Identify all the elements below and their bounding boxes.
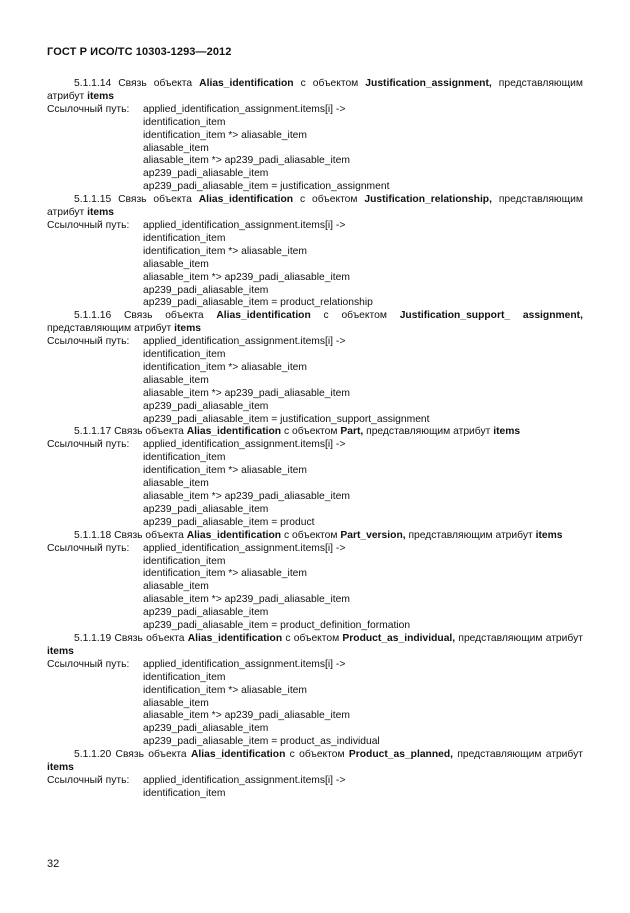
reference-path-lines [143,104,583,194]
reference-path-label: Ссылочный путь: [47,658,130,670]
section-heading [47,749,583,775]
attribute-name: items [47,762,74,774]
path-line: applied_identification_assignment.items[i] -> [143,219,346,231]
reference-path-block [47,543,583,633]
section-number: 5.1.1.17 [74,426,112,438]
path-line: applied_identification_assignment.items[i] -> [143,439,346,451]
path-line: identification_item [143,116,226,128]
section-heading [47,633,583,659]
page-number: 32 [47,858,60,870]
section-prefix: Связь объекта [114,426,184,438]
path-line: identification_item [143,232,226,244]
reference-path-lines [143,659,583,749]
section-prefix: Связь объекта [115,749,187,761]
target-entity: Part_version, [340,529,406,541]
section-number: 5.1.1.20 [74,749,112,761]
attribute-name: items [493,426,521,438]
section-number: 5.1.1.14 [74,78,112,89]
source-entity: Alias_identification [186,426,282,438]
attribute-name: items [535,529,563,541]
reference-path-block [47,104,583,194]
section-connector: с объектом [285,632,340,644]
path-line: applied_identification_assignment.items[i] -> [143,542,346,554]
path-line: identification_item [143,671,226,683]
section-heading [47,530,583,543]
target-entity: Justification_support_ assignment, [399,310,583,322]
path-line: ap239_padi_aliasable_item [143,607,269,619]
section-heading [47,194,583,220]
section-connector: с объектом [283,529,338,541]
source-entity: Alias_identification [216,310,311,322]
path-line: identification_item *> aliasable_item [143,684,307,696]
path-line: aliasable_item [143,142,209,154]
path-line: aliasable_item *> ap239_padi_aliasable_item [143,710,350,722]
path-line: aliasable_item [143,258,209,270]
reference-path-label: Ссылочный путь: [47,439,130,451]
source-entity: Alias_identification [198,194,294,206]
reference-path-lines [143,336,583,426]
reference-path-block [47,336,583,426]
path-line: ap239_padi_aliasable_item [143,400,269,412]
section-prefix: Связь объекта [123,310,204,322]
section-suffix: представляющим атрибут [458,632,583,644]
reference-path-label: Ссылочный путь: [47,774,130,786]
path-line: applied_identification_assignment.items[i] -> [143,774,346,786]
target-entity: Product_as_individual, [342,632,456,644]
path-line: aliasable_item *> ap239_padi_aliasable_item [143,155,350,167]
reference-path-lines [143,543,583,633]
path-line: identification_item *> aliasable_item [143,568,307,580]
reference-path-label: Ссылочный путь: [47,103,130,115]
target-entity: Justification_relationship, [364,194,492,206]
path-line: ap239_padi_aliasable_item = justification_support_assignment [143,413,430,425]
path-line: ap239_padi_aliasable_item = product [143,516,315,528]
path-line: aliasable_item *> ap239_padi_aliasable_item [143,271,350,283]
path-line: identification_item [143,452,226,464]
path-line: identification_item *> aliasable_item [143,465,307,477]
section-connector: с объектом [289,749,345,761]
page-header: ГОСТ Р ИСО/ТС 10303-1293—2012 [47,46,232,58]
reference-path-lines [143,439,583,529]
section-suffix: представляющим атрибут [47,194,583,219]
section-suffix: представляющим атрибут [408,529,533,541]
section-prefix: Связь объекта [118,78,193,89]
path-line: aliasable_item *> ap239_padi_aliasable_item [143,491,350,502]
path-line: identification_item *> aliasable_item [143,129,307,141]
section-heading [47,426,583,439]
source-entity: Alias_identification [186,529,282,541]
path-line: aliasable_item [143,581,209,593]
source-entity: Alias_identification [187,632,283,644]
path-line: ap239_padi_aliasable_item [143,284,269,296]
section-connector: с объектом [299,194,358,206]
path-line: identification_item *> aliasable_item [143,245,307,257]
path-line: ap239_padi_aliasable_item = product_as_individual [143,736,380,748]
reference-path-lines [143,775,583,801]
reference-path-block [47,775,583,801]
section-connector: с объектом [323,310,387,322]
section-suffix: представляющим атрибут [366,426,491,438]
section-suffix: представляющим атрибут [47,323,172,335]
path-line: ap239_padi_aliasable_item [143,503,269,515]
path-line: aliasable_item [143,374,209,386]
path-line: applied_identification_assignment.items[i] -> [143,658,346,670]
path-line: aliasable_item [143,478,209,490]
reference-path-block [47,659,583,749]
section-prefix: Связь объекта [114,529,184,541]
section-heading [47,310,583,336]
reference-path-block [47,220,583,310]
path-line: applied_identification_assignment.items[i] -> [143,336,346,348]
section-number: 5.1.1.18 [74,529,112,541]
section-suffix: представляющим атрибут [47,78,583,102]
path-line: aliasable_item [143,697,209,709]
section-number: 5.1.1.16 [74,310,112,322]
path-line: ap239_padi_aliasable_item = product_relationship [143,297,373,309]
target-entity: Part, [340,426,364,438]
path-line: aliasable_item *> ap239_padi_aliasable_item [143,594,350,606]
reference-path-label: Ссылочный путь: [47,336,130,348]
reference-path-label: Ссылочный путь: [47,542,130,554]
attribute-name: items [174,323,202,335]
section-prefix: Связь объекта [118,194,192,206]
section-number: 5.1.1.19 [74,632,112,644]
path-line: ap239_padi_aliasable_item [143,723,269,735]
attribute-name: items [87,207,115,219]
reference-path-lines [143,220,583,310]
path-line: applied_identification_assignment.items[i] -> [143,103,346,115]
path-line: identification_item [143,787,226,799]
section-connector: с объектом [283,426,338,438]
source-entity: Alias_identification [199,78,294,89]
reference-path-label: Ссылочный путь: [47,219,130,231]
attribute-name: items [47,645,74,657]
section-prefix: Связь объекта [114,632,185,644]
path-line: identification_item [143,349,226,361]
section-connector: с объектом [300,78,359,89]
reference-path-block [47,439,583,529]
target-entity: Product_as_planned, [348,749,454,761]
path-line: identification_item *> aliasable_item [143,361,307,373]
path-line: ap239_padi_aliasable_item [143,168,269,180]
section-heading [47,78,583,104]
path-line: aliasable_item *> ap239_padi_aliasable_item [143,387,350,399]
source-entity: Alias_identification [190,749,286,761]
path-line: identification_item [143,555,226,567]
path-line: ap239_padi_aliasable_item = product_definition_formation [143,620,411,632]
path-line: ap239_padi_aliasable_item = justification_assignment [143,181,390,193]
section-number: 5.1.1.15 [74,194,112,206]
document-body [47,78,583,801]
section-suffix: представляющим атрибут [457,749,583,761]
target-entity: Justification_assignment, [365,78,492,89]
attribute-name: items [87,90,115,102]
